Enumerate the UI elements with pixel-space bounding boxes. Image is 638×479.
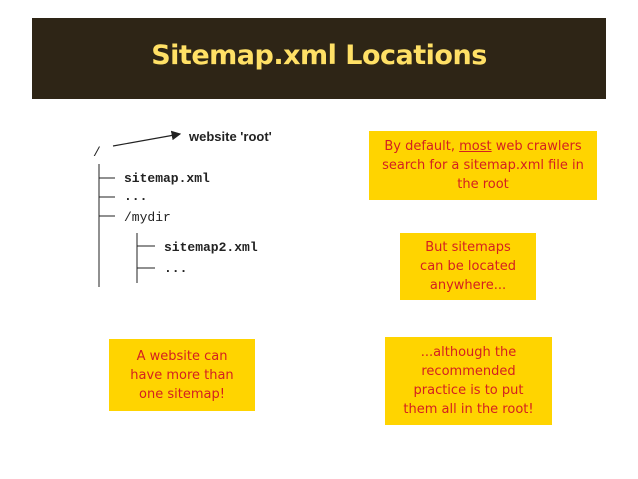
callout-multiple-sitemaps: A website can have more than one sitemap! bbox=[109, 339, 255, 411]
emphasis-most: most bbox=[459, 139, 492, 154]
slide-title: Sitemap.xml Locations bbox=[151, 40, 487, 71]
tree-sub-ellipsis: ... bbox=[164, 261, 188, 276]
tree-item-sitemap: sitemap.xml bbox=[124, 171, 210, 186]
tree-sub-sitemap2: sitemap2.xml bbox=[164, 240, 258, 255]
callout-default-root: By default, most web crawlers search for a sitemap.xml file in the root bbox=[369, 131, 597, 200]
callout-recommended-practice: ...although the recommended practice is to put them all in the root! bbox=[385, 337, 552, 425]
tree-root: / bbox=[93, 145, 101, 160]
root-arrow bbox=[113, 134, 180, 146]
tree-item-mydir: /mydir bbox=[124, 210, 171, 225]
callout-located-anywhere: But sitemaps can be located anywhere... bbox=[400, 233, 536, 300]
tree-item-ellipsis: ... bbox=[124, 189, 148, 204]
root-annotation: website 'root' bbox=[189, 129, 272, 144]
